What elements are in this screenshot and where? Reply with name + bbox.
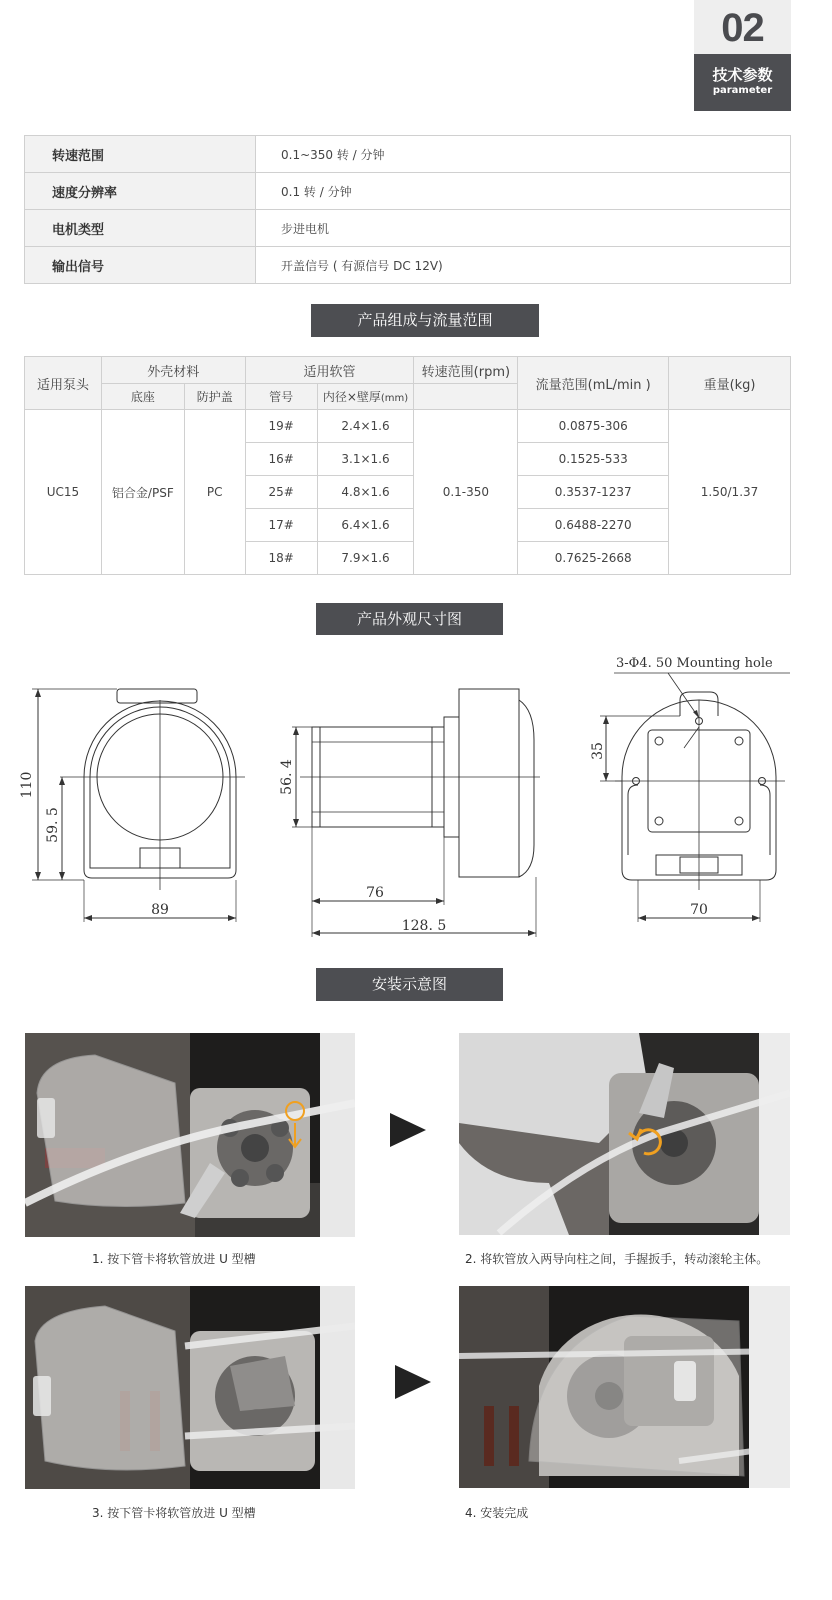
dim-label-side-height: 56. 4	[279, 759, 295, 795]
header-shell-material: 外壳材料	[101, 357, 245, 384]
flow-header-row	[25, 357, 791, 384]
dim-label-side-total: 128. 5	[401, 918, 447, 934]
side-head	[459, 689, 519, 877]
cell-flow: 0.6488-2270	[518, 509, 669, 542]
dim-label-back-width: 70	[690, 902, 708, 918]
cell-tube: 25#	[245, 476, 317, 509]
header-speed-blank	[414, 384, 518, 410]
cell-cover: PC	[184, 410, 245, 575]
cell-flow: 0.3537-1237	[518, 476, 669, 509]
cell-speed: 0.1-350	[414, 410, 518, 575]
header-pump-head: 适用泵头	[25, 357, 102, 410]
cell-size: 6.4×1.6	[317, 509, 414, 542]
dimension-drawing	[0, 645, 832, 945]
section-number: 02	[694, 0, 791, 54]
step-caption-4: 4. 安装完成	[465, 1506, 529, 1520]
cell-flow: 0.1525-533	[518, 443, 669, 476]
section-heading-dimensions: 产品外观尺寸图	[316, 603, 503, 635]
cell-size: 3.1×1.6	[317, 443, 414, 476]
header-base: 底座	[101, 384, 184, 410]
header-weight: 重量(kg)	[669, 357, 791, 410]
step-caption-3: 3. 按下管卡将软管放进 U 型槽	[92, 1506, 256, 1520]
back-screw	[735, 817, 743, 825]
section-heading-composition: 产品组成与流量范围	[311, 304, 539, 337]
side-cover	[519, 700, 534, 877]
install-photo-4	[459, 1286, 790, 1488]
cell-flow: 0.7625-2668	[518, 542, 669, 575]
table-row	[25, 410, 791, 443]
install-photo-1	[25, 1033, 355, 1237]
cell-size: 7.9×1.6	[317, 542, 414, 575]
cell-base: 铝合金/PSF	[101, 410, 184, 575]
flow-table	[24, 356, 791, 575]
spec-row	[25, 136, 791, 173]
callout-leader	[668, 673, 699, 718]
back-screw	[655, 817, 663, 825]
dim-label-front-height: 110	[19, 771, 35, 799]
tube-size-unit: (mm)	[380, 393, 409, 404]
header-tube-no: 管号	[245, 384, 317, 410]
cell-weight: 1.50/1.37	[669, 410, 791, 575]
step-caption-1: 1. 按下管卡将软管放进 U 型槽	[92, 1252, 256, 1266]
section-heading-install: 安装示意图	[316, 968, 503, 1001]
install-photo-3	[25, 1286, 355, 1489]
back-screw	[735, 737, 743, 745]
spec-row	[25, 247, 791, 284]
install-photo-2	[459, 1033, 790, 1235]
spec-row	[25, 173, 791, 210]
section-subtitle: parameter	[712, 85, 773, 96]
dimension-arrows	[35, 689, 760, 936]
step-caption-2: 2. 将软管放入两导向柱之间，手握扳手，转动滚轮主体。	[465, 1252, 769, 1266]
section-badge	[694, 0, 791, 111]
dim-label-back-offset: 35	[590, 742, 606, 760]
spec-table	[24, 135, 791, 284]
spec-value: 0.1 转 / 分钟	[256, 173, 791, 210]
dim-label-mounting-hole: 3-Φ4. 50 Mounting hole	[616, 656, 773, 671]
dim-label-front-center: 59. 5	[45, 807, 61, 843]
spec-value: 步进电机	[256, 210, 791, 247]
spec-key: 输出信号	[25, 247, 256, 284]
next-step-arrow	[390, 1113, 426, 1147]
spec-key: 电机类型	[25, 210, 256, 247]
back-view	[600, 673, 790, 922]
header-flow: 流量范围(mL/min )	[518, 357, 669, 410]
cell-flow: 0.0875-306	[518, 410, 669, 443]
tube-size-label: 内径×壁厚	[322, 390, 381, 404]
header-cover: 防护盖	[184, 384, 245, 410]
cell-tube: 19#	[245, 410, 317, 443]
cell-pump-head: UC15	[25, 410, 102, 575]
dim-label-side-motor: 76	[366, 885, 384, 901]
spec-value: 0.1~350 转 / 分钟	[256, 136, 791, 173]
cell-size: 4.8×1.6	[317, 476, 414, 509]
front-view	[32, 689, 245, 922]
header-tubing: 适用软管	[245, 357, 414, 384]
header-tube-size	[317, 384, 414, 410]
cell-tube: 16#	[245, 443, 317, 476]
dim-label-front-width: 89	[151, 902, 169, 918]
side-view	[292, 689, 540, 937]
section-label	[694, 54, 791, 111]
cell-tube: 17#	[245, 509, 317, 542]
spec-key: 转速范围	[25, 136, 256, 173]
spec-row	[25, 210, 791, 247]
header-speed: 转速范围(rpm)	[414, 357, 518, 384]
back-screw	[655, 737, 663, 745]
next-step-arrow	[395, 1365, 431, 1399]
spec-value: 开盖信号 ( 有源信号 DC 12V)	[256, 247, 791, 284]
section-title: 技术参数	[712, 66, 773, 84]
spec-key: 速度分辨率	[25, 173, 256, 210]
cell-tube: 18#	[245, 542, 317, 575]
cell-size: 2.4×1.6	[317, 410, 414, 443]
